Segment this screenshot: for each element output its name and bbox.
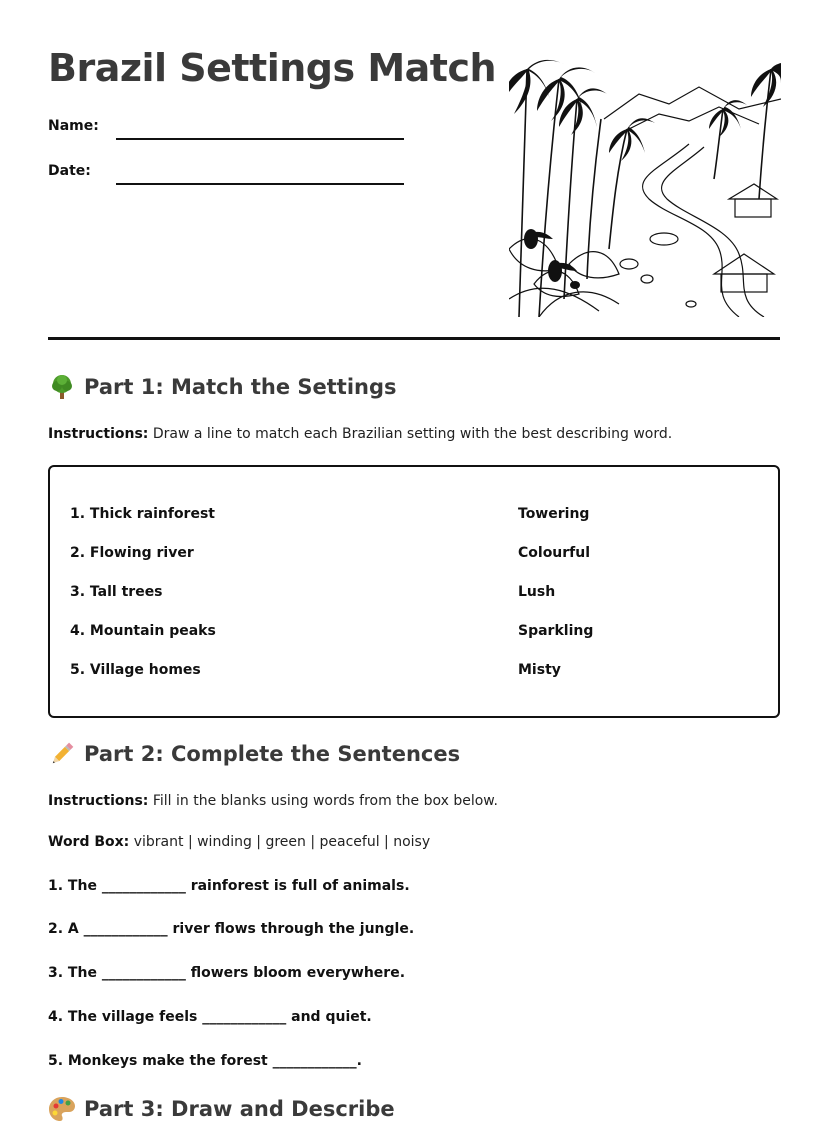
- header-divider: [48, 337, 780, 340]
- describing-word: Sparkling: [518, 623, 594, 639]
- part2-heading: [48, 740, 460, 768]
- word-box-label: Word Box:: [48, 834, 130, 850]
- date-label: Date:: [48, 163, 91, 179]
- page-title: Brazil Settings Match: [48, 46, 497, 90]
- matching-box: [48, 465, 780, 718]
- describing-word: Lush: [518, 584, 556, 600]
- tree-icon: [48, 373, 76, 401]
- describing-word: Colourful: [518, 545, 591, 561]
- word-box: [48, 834, 430, 850]
- sentence-item: 2. A ____________ river flows through the jungle.: [48, 921, 415, 937]
- part2-instructions-text: Fill in the blanks using words from the box below.: [148, 793, 498, 809]
- part1-instructions-label: Instructions:: [48, 426, 149, 442]
- setting-item: 2. Flowing river: [70, 545, 194, 561]
- part3-heading-text: Part 3: Draw and Describe: [84, 1097, 395, 1121]
- rainforest-illustration: [509, 49, 781, 317]
- describing-word: Towering: [518, 506, 590, 522]
- part1-instructions-text: Draw a line to match each Brazilian setting with the best describing word.: [148, 426, 673, 442]
- setting-item: 3. Tall trees: [70, 584, 163, 600]
- setting-item: 4. Mountain peaks: [70, 623, 216, 639]
- part1-heading-text: Part 1: Match the Settings: [84, 375, 397, 399]
- pencil-icon: [48, 740, 76, 768]
- part1-heading: [48, 373, 397, 401]
- word-box-words: vibrant | winding | green | peaceful | noisy: [129, 834, 431, 850]
- name-label: Name:: [48, 118, 99, 134]
- date-field-line: [116, 183, 404, 185]
- sentence-item: 4. The village feels ____________ and quiet.: [48, 1009, 372, 1025]
- part2-heading-text: Part 2: Complete the Sentences: [84, 742, 461, 766]
- sentence-item: 3. The ____________ flowers bloom everywhere.: [48, 965, 406, 981]
- sentence-item: 1. The ____________ rainforest is full of animals.: [48, 878, 410, 894]
- part2-instructions-label: Instructions:: [48, 793, 149, 809]
- setting-item: 5. Village homes: [70, 662, 201, 678]
- setting-item: 1. Thick rainforest: [70, 506, 215, 522]
- describing-word: Misty: [518, 662, 561, 678]
- sentence-item: 5. Monkeys make the forest ____________.: [48, 1053, 362, 1069]
- part1-instructions: [48, 426, 672, 442]
- palette-icon: [48, 1095, 76, 1123]
- name-field-line: [116, 138, 404, 140]
- part2-instructions: [48, 793, 498, 809]
- part3-heading: [48, 1095, 395, 1123]
